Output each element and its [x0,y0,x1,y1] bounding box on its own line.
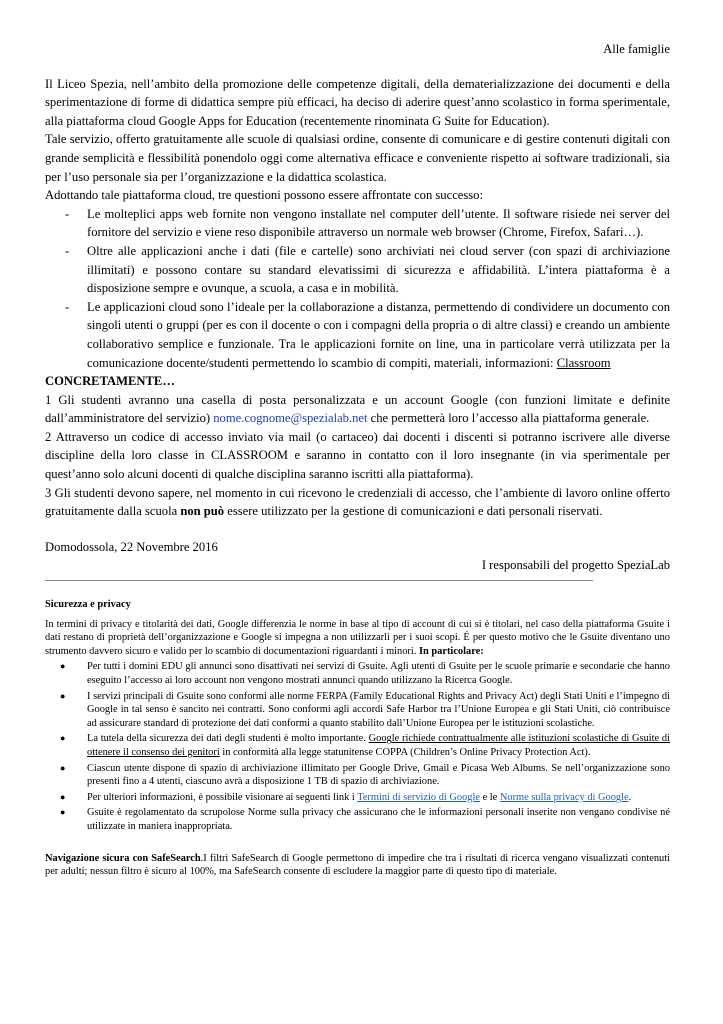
bullet-text: Gsuite è regolamentato da scrupolose Norme sulla privacy che assicurano che le informazioni personali inserite non vengano condivise né utilizzate in maniera inappropriata. [87,807,670,832]
bullet-text-part: La tutela della sicurezza dei dati degli studenti è molto importante. [87,733,369,745]
list-item [45,762,670,789]
list-item [45,806,670,833]
bullet-icon: ● [60,690,66,701]
bullet-icon: ● [60,791,66,802]
safesearch-title: Navigazione sicura con SafeSearch [45,852,201,864]
list-item [45,791,670,805]
safesearch-text: .I filtri SafeSearch di Google permettono di impedire che tra i risultati di ricerca vengano visualizzati contenuti per adulti; nessun filtro è sicuro al 100%, ma SafeSearch consente di escludere la maggior parte di questo tipo di materiale. [45,852,670,878]
bullet-text: Per tutti i domini EDU gli annunci sono disattivati nei servizi di Gsuite. Agli utenti di Gsuite per le scuole primarie e secondarie che hanno eseguito l’accesso ai loro account non vengono mostrati annunci quando utilizzano la Ricerca Google. [87,661,670,686]
list-item [45,298,670,372]
point-text: 3 Gli studenti devono sapere, nel momento in cui ricevono le credenziali di accesso, che l’ambiente di lavoro online offerto gratuitamente dalla scuola [45,485,670,519]
list-item [45,205,670,242]
list-item [45,660,670,687]
email-address[interactable]: nome.cognome@spezialab.net [213,411,368,426]
safesearch-paragraph [45,852,670,879]
divider [45,580,593,581]
section-heading: CONCRETAMENTE… [45,374,175,389]
list-item-text: Oltre alle applicazioni anche i dati (file e cartelle) sono archiviati nei cloud server (con spazi di archiviazione illimitati) e possono contare su standard elevatissimi di sicurezza e affidabilità. L’intera piattaforma è a disposizione sempre e ovunque, a scuola, a casa e in mobilità. [87,243,670,296]
intro-paragraph-1: Il Liceo Spezia, nell’ambito della promozione delle competenze digitali, della dematerializzazione dei documenti e della sperimentazione di forme di didattica sempre più efficaci, ha deciso di aderire quest’anno scolastico in forma sperimentale, alla piattaforma cloud Google Apps for Education (recentemente rinominata G Suite for Education). [45,76,670,128]
emphasis: non può [180,504,225,519]
bullet-text-part: e le [479,791,500,803]
list-item-text [87,298,670,372]
list-item [45,690,670,731]
letter-body [45,40,670,581]
list-item-text: Le molteplici apps web fornite non vengono installate nel computer dell’utente. Il software risiede nei server del fornitore del servizio e viene reso disponibile attraverso un normale web browser (Chrome, Firefox, Safari…). [87,206,670,240]
bullet-text [87,791,670,805]
bullet-text-part: Per ulteriori informazioni, è possibile visionare ai seguenti link i [87,791,358,803]
terms-of-service-link[interactable]: Termini di servizio di Google [357,791,480,803]
underlined-text: Google richiede contrattualmente alle istituzioni scolastiche di Gsuite di ottenere il consenso dei genitori [87,733,671,758]
document-page [45,40,670,879]
bullet-icon: ● [60,661,66,672]
point-text: essere utilizzato per la gestione di comunicazioni e dati personali riservati. [224,504,603,519]
privacy-title: Sicurezza e privacy [45,599,131,611]
intro-paragraph-3: Adottando tale piattaforma cloud, tre questioni possono essere affrontate con successo: [45,188,483,203]
bullet-icon: ● [60,807,66,818]
point-text: 1 Gli studenti avranno una casella di posta personalizzata e un account Google (con funzioni limitate e definite dall’amministratore del servizio) [45,392,670,426]
dash-marker: - [65,243,70,258]
dash-marker: - [65,299,70,314]
bullet-text: Ciascun utente dispone di spazio di archiviazione illimitato per Google Drive, Gmail e Picasa Web Albums. Se nell’organizzazione sono presenti fino a 4 utenti, ciascuno avrà a disposizione 1 TB di spazio di archiviazione. [87,762,670,788]
list-item [45,732,670,759]
privacy-intro [45,618,670,659]
bullet-text-part: in conformità alla legge statunitense COPPA (Children’s Online Privacy Protection Act). [219,746,591,758]
dash-marker: - [65,206,70,221]
bullet-icon: ● [60,733,66,744]
list-item-text-part: Le applicazioni cloud sono l’ideale per la collaborazione a distanza, permettendo di condividere un documento con singoli utenti o gruppi (per es con il docente o con i compagni della propria o di altre classi) e creando un ambiente collaborativo semplice e funzionale. Tra le applicazioni fornite on line, una in particolare verrà utilizzata per la comunicazione docente/studenti permettendo lo scambio di compiti, materiali, informazioni: [87,299,670,370]
point-text: che permetterà loro l’accesso alla piattaforma generale. [367,411,650,426]
intro-paragraph-2: Tale servizio, offerto gratuitamente alle scuole di qualsiasi ordine, consente di comunicare e di gestire contenuti digitali con grande semplicità e flessibilità ponendolo oggi come alternativa efficace e conveniente rispetto ai software tradizionali, sia per l’uso personale sia per l’organizzazione e la didattica scolastica. [45,132,670,184]
concrete-point-3 [45,484,670,521]
bullet-text-part: . [628,791,632,803]
list-item [45,242,670,298]
privacy-section [45,598,670,879]
privacy-policy-link[interactable]: Norme sulla privacy di Google [499,791,629,803]
concrete-point-2: 2 Attraverso un codice di accesso inviato via mail (o cartaceo) dai docenti i discenti si potranno iscrivere alle diverse discipline della loro classe in CLASSROOM e saranno in contatto con il loro insegnante (in via sperimentale per quest’anno solo alcuni docenti di qualche disciplina saranno iscritti alla piattaforma). [45,429,670,482]
signature: I responsabili del progetto SpeziaLab [481,558,670,573]
privacy-intro-text: In termini di privacy e titolarità dei dati, Google differenzia le norme in base al tipo di account di cui si è titolari, nel caso della piattaforma Gsuite i dati restano di proprietà dell’organizzazione e Google si impegna a non utilizzarli per i suoi scopi. É per questo motivo che le Gsuite diventano uno strumento davvero sicuro e valido per lo scambio di documentazioni riguardanti i minori. [45,618,670,657]
bullet-text: I servizi principali di Gsuite sono conformi alle norme FERPA (Family Educational Rights and Privacy Act) degli Stati Uniti e l’impegno di Google in tal senso è sancito nei contratti. Sono conformi agli accordi Safe Harbor tra l’Unione Europea e gli Stati Uniti, ciò contribuisce ad assicurare standard di protezione dei dati conformi a quanto stabilito dall’Unione Europea per le istituzioni scolastiche. [87,690,670,729]
recipient-line: Alle famiglie [603,42,670,56]
concrete-point-1 [45,391,670,428]
place-date: Domodossola, 22 Novembre 2016 [45,539,218,554]
bullet-text [87,732,670,759]
privacy-intro-emphasis: In particolare: [418,645,484,657]
bullet-icon: ● [60,762,66,773]
classroom-link[interactable]: Classroom [556,355,611,370]
